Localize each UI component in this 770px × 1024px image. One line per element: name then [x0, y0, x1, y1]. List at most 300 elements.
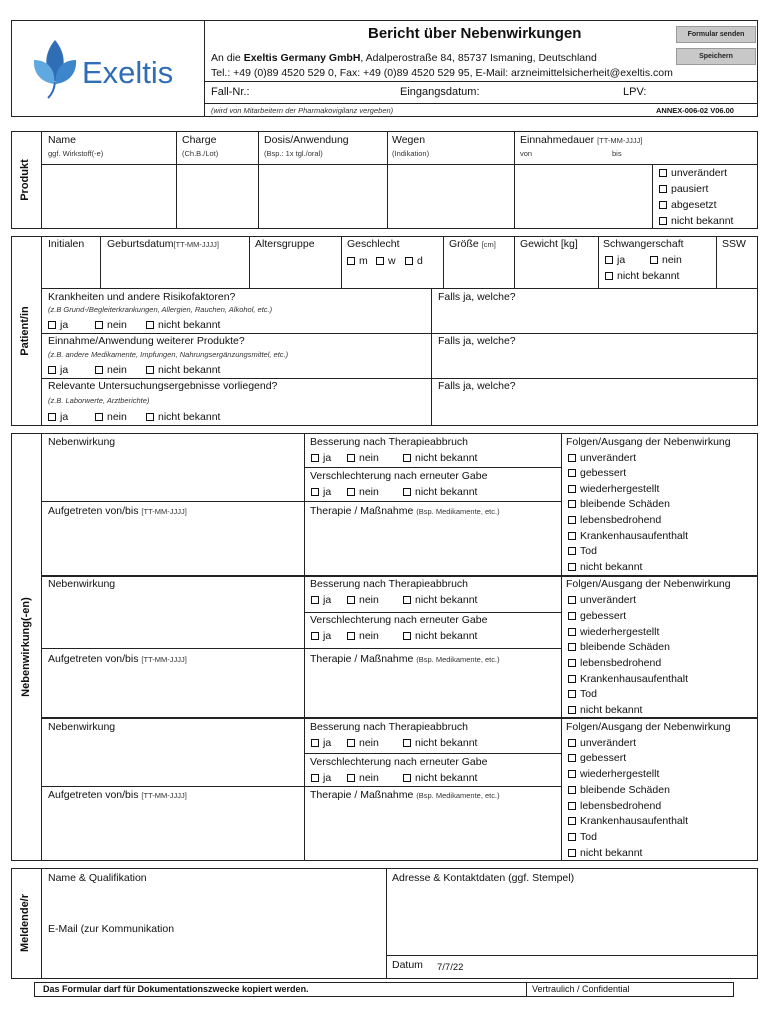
option-label: unverändert	[580, 594, 637, 606]
b3-outcome-0[interactable]	[568, 737, 636, 750]
annex-code: ANNEX-006-02 V06.00	[656, 106, 734, 115]
b3-mid-rule-1	[304, 753, 561, 754]
checkbox-icon	[347, 454, 355, 462]
option-label: nein	[359, 486, 379, 498]
option-label: gebessert	[580, 467, 627, 479]
option-label: nein	[107, 364, 127, 376]
option-label: Krankenhausaufenthalt	[580, 815, 688, 827]
findings-unknown[interactable]	[146, 411, 220, 424]
from-label: von	[520, 149, 533, 158]
checkbox-icon	[605, 256, 613, 264]
b2-worse-no[interactable]	[347, 630, 379, 643]
option-label: lebensbedrohend	[580, 657, 662, 669]
b1-worse-yes[interactable]	[311, 486, 331, 499]
option-label: bleibende Schäden	[580, 498, 670, 510]
checkbox-icon	[568, 770, 576, 778]
b3-worsening-label: Verschlechterung nach erneuter Gabe	[310, 756, 488, 768]
checkbox-icon	[568, 612, 576, 620]
reporter-address-label: Adresse & Kontaktdaten (ggf. Stempel)	[392, 872, 575, 884]
checkbox-icon	[659, 185, 667, 193]
checkbox-icon	[568, 833, 576, 841]
b2-mid-rule-1	[304, 612, 561, 613]
charge-sub: (Ch.B./Lot)	[182, 149, 219, 158]
option-label: ja	[323, 486, 332, 498]
option-label: nicht bekannt	[158, 364, 221, 376]
reporter-col	[386, 868, 387, 979]
checkbox-icon	[568, 706, 576, 714]
patient-row-rule-3	[41, 378, 758, 379]
checkbox-icon	[568, 500, 576, 508]
age-group-label: Altersgruppe	[255, 238, 315, 250]
b1-worsening-label: Verschlechterung nach erneuter Gabe	[310, 470, 488, 482]
b3-outcome-5[interactable]	[568, 815, 688, 828]
risk-which-label: Falls ja, welche?	[438, 291, 516, 303]
option-label: w	[388, 255, 396, 267]
checkbox-icon	[568, 485, 576, 493]
checkbox-icon	[146, 413, 154, 421]
patient-col-7	[716, 236, 717, 288]
checkbox-icon	[568, 454, 576, 462]
adverse-block-rule-1	[41, 575, 758, 577]
b3-left-rule	[41, 786, 304, 787]
intake-duration-format: [TT-MM-JJJJ]	[597, 136, 643, 145]
product-name-sub: ggf. Wirkstoff(-e)	[48, 149, 104, 158]
b3-outcome-2[interactable]	[568, 768, 659, 781]
checkbox-icon	[311, 596, 319, 604]
pregnancy-label: Schwangerschaft	[603, 238, 684, 250]
product-section	[11, 131, 758, 229]
patient-col-2	[249, 236, 250, 288]
b2-therapy-label	[310, 653, 500, 666]
pregnancy-week-label: SSW	[722, 238, 746, 250]
checkbox-icon	[568, 690, 576, 698]
checkbox-icon	[311, 454, 319, 462]
option-label: nicht bekannt	[415, 452, 478, 464]
option-label: lebensbedrohend	[580, 514, 662, 526]
checkbox-icon	[95, 413, 103, 421]
exeltis-logo	[30, 38, 190, 100]
checkbox-icon	[568, 628, 576, 636]
height-unit: [cm]	[481, 240, 496, 249]
checkbox-icon	[568, 563, 576, 571]
charge-label: Charge	[182, 134, 217, 146]
b2-outcome-label: Folgen/Ausgang der Nebenwirkung	[566, 578, 731, 590]
findings-yes[interactable]	[48, 411, 68, 424]
option-label: nicht bekannt	[671, 215, 734, 227]
indication-sub: (Indikation)	[392, 149, 430, 158]
b3-outcome-1[interactable]	[568, 752, 626, 765]
case-number-label: Fall-Nr.:	[211, 86, 250, 98]
option-label: bleibende Schäden	[580, 784, 670, 796]
option-label: nein	[359, 452, 379, 464]
b1-outcome-7[interactable]	[568, 561, 642, 574]
pregnancy-unknown[interactable]	[605, 270, 679, 283]
b1-outcome-1[interactable]	[568, 467, 626, 480]
option-label: nicht bekannt	[580, 704, 643, 716]
checkbox-icon	[568, 786, 576, 794]
option-label: nein	[107, 411, 127, 423]
findings-sub: (z.B. Laborwerte, Arztberichte)	[48, 396, 150, 405]
therapy-text: Therapie / Maßnahme	[310, 653, 414, 665]
risk-factors-sub: (z.B Grund-/Begleiterkrankungen, Allergien, Rauchen, Alkohol, etc.)	[48, 305, 273, 314]
patient-row-rule-2	[41, 333, 758, 334]
product-status-unknown[interactable]	[659, 215, 733, 228]
patient-q-divider	[431, 288, 432, 426]
b1-outcome-4[interactable]	[568, 514, 661, 527]
occurred-text: Aufgetreten von/bis	[48, 653, 139, 665]
checkbox-icon	[48, 321, 56, 329]
adverse-section-label: Nebenwirkung(-en)	[20, 597, 32, 697]
option-label: wiederhergestellt	[580, 768, 660, 780]
product-col-5	[652, 164, 653, 229]
checkbox-icon	[311, 632, 319, 640]
b2-worse-yes[interactable]	[311, 630, 331, 643]
risk-no[interactable]	[95, 319, 127, 332]
reporter-date-rule	[386, 955, 758, 956]
option-label: nein	[662, 254, 682, 266]
b1-outcome-3[interactable]	[568, 498, 670, 511]
b2-occurred-label	[48, 653, 187, 666]
logo-text: Exeltis	[82, 55, 174, 90]
checkbox-icon	[568, 547, 576, 555]
b2-outcome-3[interactable]	[568, 641, 670, 654]
b3-mid-rule-2	[304, 786, 561, 787]
company-name: Exeltis Germany GmbH	[243, 52, 361, 64]
option-label: Tod	[580, 831, 597, 843]
b1-outcome-6[interactable]	[568, 545, 597, 558]
option-label: wiederhergestellt	[580, 626, 660, 638]
option-label: abgesetzt	[671, 199, 717, 211]
birthdate-text: Geburtsdatum	[107, 238, 174, 250]
checkbox-icon	[568, 849, 576, 857]
b1-worse-unknown[interactable]	[403, 486, 477, 499]
b2-improve-no[interactable]	[347, 594, 379, 607]
product-label-divider	[41, 131, 42, 229]
checkbox-icon	[568, 643, 576, 651]
option-label: ja	[323, 737, 332, 749]
option-label: nicht bekannt	[617, 270, 680, 282]
product-col-2	[258, 131, 259, 229]
date-value[interactable]: 7/7/22	[437, 962, 464, 973]
pregnancy-no[interactable]	[650, 254, 682, 267]
reporter-email-label: E-Mail (zur Kommunikation	[48, 923, 175, 935]
option-label: nicht bekannt	[415, 486, 478, 498]
option-label: lebensbedrohend	[580, 800, 662, 812]
b3-improve-yes[interactable]	[311, 737, 331, 750]
checkbox-icon	[347, 596, 355, 604]
form-title: Bericht über Nebenwirkungen	[368, 25, 582, 42]
therapy-sub: (Bsp. Medikamente, etc.)	[416, 655, 500, 664]
receipt-date-label: Eingangsdatum:	[400, 86, 480, 98]
b3-occurred-label	[48, 789, 187, 802]
checkbox-icon	[568, 754, 576, 762]
option-label: ja	[323, 772, 332, 784]
product-name-label: Name	[48, 134, 77, 146]
products-no[interactable]	[95, 364, 127, 377]
product-status-unchanged[interactable]	[659, 167, 727, 180]
checkbox-icon	[403, 739, 411, 747]
checkbox-icon	[650, 256, 658, 264]
sex-option-d[interactable]	[405, 255, 423, 268]
b2-outcome-5[interactable]	[568, 673, 688, 686]
b3-outcome-7[interactable]	[568, 847, 642, 860]
b3-outcome-label: Folgen/Ausgang der Nebenwirkung	[566, 721, 731, 733]
findings-no[interactable]	[95, 411, 127, 424]
b2-reaction-label: Nebenwirkung	[48, 578, 116, 590]
b2-improve-unknown[interactable]	[403, 594, 477, 607]
option-label: nicht bekannt	[580, 561, 643, 573]
therapy-sub: (Bsp. Medikamente, etc.)	[416, 507, 500, 516]
checkbox-icon	[403, 596, 411, 604]
therapy-text: Therapie / Maßnahme	[310, 505, 414, 517]
checkbox-icon	[568, 532, 576, 540]
checkbox-icon	[146, 366, 154, 374]
b1-outcome-0[interactable]	[568, 452, 636, 465]
product-col-1	[176, 131, 177, 229]
b2-improvement-label: Besserung nach Therapieabbruch	[310, 578, 468, 590]
checkbox-icon	[347, 739, 355, 747]
checkbox-icon	[347, 257, 355, 265]
option-label: nein	[359, 737, 379, 749]
patient-col-5	[514, 236, 515, 288]
option-label: Krankenhausaufenthalt	[580, 673, 688, 685]
option-label: gebessert	[580, 752, 627, 764]
option-label: gebessert	[580, 610, 627, 622]
risk-unknown[interactable]	[146, 319, 220, 332]
products-yes[interactable]	[48, 364, 68, 377]
b1-improve-no[interactable]	[347, 452, 379, 465]
occurred-format: [TT-MM-JJJJ]	[141, 507, 187, 516]
b2-outcome-1[interactable]	[568, 610, 626, 623]
b3-worse-yes[interactable]	[311, 772, 331, 785]
dosage-sub: (Bsp.: 1x tgl./oral)	[264, 149, 323, 158]
checkbox-icon	[568, 469, 576, 477]
b2-worsening-label: Verschlechterung nach erneuter Gabe	[310, 614, 488, 626]
checkbox-icon	[405, 257, 413, 265]
height-text: Größe	[449, 238, 479, 250]
b3-outcome-4[interactable]	[568, 800, 661, 813]
option-label: ja	[60, 319, 69, 331]
footer-confidential: Vertraulich / Confidential	[532, 984, 630, 994]
b1-worse-no[interactable]	[347, 486, 379, 499]
occurred-format: [TT-MM-JJJJ]	[141, 791, 187, 800]
checkbox-icon	[48, 413, 56, 421]
checkbox-icon	[347, 774, 355, 782]
checkbox-icon	[311, 774, 319, 782]
send-form-button[interactable]: Formular senden	[676, 26, 756, 43]
option-label: nicht bekannt	[580, 847, 643, 859]
option-label: nicht bekannt	[158, 319, 221, 331]
b1-reaction-label: Nebenwirkung	[48, 436, 116, 448]
therapy-text: Therapie / Maßnahme	[310, 789, 414, 801]
b1-mid-rule-2	[304, 501, 561, 502]
b1-outcome-5[interactable]	[568, 530, 688, 543]
checkbox-icon	[403, 774, 411, 782]
findings-which-label: Falls ja, welche?	[438, 380, 516, 392]
birthdate-format: [TT-MM-JJJJ]	[173, 240, 219, 249]
option-label: ja	[323, 594, 332, 606]
reporter-label-divider	[41, 868, 42, 979]
findings-question: Relevante Untersuchungsergebnisse vorliegend?	[48, 380, 278, 392]
option-label: unverändert	[580, 737, 637, 749]
checkbox-icon	[568, 659, 576, 667]
option-label: nicht bekannt	[415, 594, 478, 606]
patient-label-divider	[41, 236, 42, 426]
checkbox-icon	[95, 366, 103, 374]
b3-therapy-label	[310, 789, 500, 802]
option-label: nein	[359, 594, 379, 606]
b1-outcome-label: Folgen/Ausgang der Nebenwirkung	[566, 436, 731, 448]
b3-worse-unknown[interactable]	[403, 772, 477, 785]
logo-leaf-icon	[30, 38, 80, 100]
checkbox-icon	[347, 632, 355, 640]
sex-label: Geschlecht	[347, 238, 400, 250]
weight-label: Gewicht [kg]	[520, 238, 578, 250]
intake-duration-text: Einnahmedauer	[520, 134, 595, 146]
initials-label: Initialen	[48, 238, 85, 250]
b2-outcome-4[interactable]	[568, 657, 661, 670]
patient-col-4	[443, 236, 444, 288]
patient-col-1	[100, 236, 101, 288]
checkbox-icon	[48, 366, 56, 374]
adverse-block-rule-2	[41, 717, 758, 719]
option-label: nein	[107, 319, 127, 331]
height-label	[449, 238, 496, 251]
option-label: nicht bekannt	[415, 772, 478, 784]
reporter-name-label: Name & Qualifikation	[48, 872, 147, 884]
b1-outcome-2[interactable]	[568, 483, 659, 496]
checkbox-icon	[568, 817, 576, 825]
b1-mid-rule-1	[304, 467, 561, 468]
b3-outcome-6[interactable]	[568, 831, 597, 844]
checkbox-icon	[568, 675, 576, 683]
checkbox-icon	[659, 201, 667, 209]
b1-improve-yes[interactable]	[311, 452, 331, 465]
option-label: bleibende Schäden	[580, 641, 670, 653]
products-unknown[interactable]	[146, 364, 220, 377]
occurred-text: Aufgetreten von/bis	[48, 505, 139, 517]
option-label: ja	[323, 630, 332, 642]
checkbox-icon	[376, 257, 384, 265]
dosage-label: Dosis/Anwendung	[264, 134, 349, 146]
option-label: ja	[60, 411, 69, 423]
b3-improve-no[interactable]	[347, 737, 379, 750]
option-label: wiederhergestellt	[580, 483, 660, 495]
product-section-label: Produkt	[19, 159, 31, 201]
checkbox-icon	[95, 321, 103, 329]
option-label: Tod	[580, 688, 597, 700]
adverse-label-divider	[41, 433, 42, 861]
option-label: nein	[359, 772, 379, 784]
checkbox-icon	[403, 632, 411, 640]
checkbox-icon	[311, 739, 319, 747]
b1-improvement-label: Besserung nach Therapieabbruch	[310, 436, 468, 448]
option-label: nicht bekannt	[158, 411, 221, 423]
checkbox-icon	[403, 454, 411, 462]
option-label: nein	[359, 630, 379, 642]
save-button[interactable]: Speichern	[676, 48, 756, 65]
option-label: Tod	[580, 545, 597, 557]
checkbox-icon	[568, 516, 576, 524]
reporter-section-label: Meldende/r	[19, 893, 31, 953]
product-col-3	[387, 131, 388, 229]
products-which-label: Falls ja, welche?	[438, 335, 516, 347]
checkbox-icon	[659, 217, 667, 225]
b2-outcome-0[interactable]	[568, 594, 636, 607]
b3-outcome-3[interactable]	[568, 784, 670, 797]
address-rest: , Adalperostraße 84, 85737 Ismaning, Deutschland	[360, 52, 597, 64]
b2-improve-yes[interactable]	[311, 594, 331, 607]
pv-note: (wird von Mitarbeitern der Pharmakovigilanz vergeben)	[211, 106, 394, 115]
option-label: Krankenhausaufenthalt	[580, 530, 688, 542]
footer-divider	[526, 982, 527, 997]
other-products-sub: (z.B. andere Medikamente, Impfungen, Nahrungsergänzungsmittel, etc.)	[48, 350, 289, 359]
option-label: ja	[60, 364, 69, 376]
b1-therapy-label	[310, 505, 500, 518]
patient-col-3	[341, 236, 342, 288]
checkbox-icon	[568, 802, 576, 810]
to-label: bis	[612, 149, 622, 158]
option-label: m	[359, 255, 368, 267]
product-status-paused[interactable]	[659, 183, 708, 196]
patient-row-rule-1	[41, 288, 758, 289]
b2-outcome-7[interactable]	[568, 704, 642, 717]
occurred-format: [TT-MM-JJJJ]	[141, 655, 187, 664]
b2-outcome-2[interactable]	[568, 626, 659, 639]
birthdate-label	[107, 238, 219, 251]
option-label: unverändert	[671, 167, 728, 179]
risk-yes[interactable]	[48, 319, 68, 332]
intake-duration-label	[520, 134, 642, 147]
patient-col-6	[598, 236, 599, 288]
checkbox-icon	[605, 272, 613, 280]
sex-option-m[interactable]	[347, 255, 368, 268]
b2-outcome-6[interactable]	[568, 688, 597, 701]
option-label: unverändert	[580, 452, 637, 464]
option-label: nicht bekannt	[415, 630, 478, 642]
therapy-sub: (Bsp. Medikamente, etc.)	[416, 791, 500, 800]
b1-left-rule	[41, 501, 304, 502]
lpv-label: LPV:	[623, 86, 647, 98]
checkbox-icon	[568, 739, 576, 747]
checkbox-icon	[311, 488, 319, 496]
occurred-text: Aufgetreten von/bis	[48, 789, 139, 801]
b3-worse-no[interactable]	[347, 772, 379, 785]
b2-mid-rule-2	[304, 648, 561, 649]
product-status-discontinued[interactable]	[659, 199, 717, 212]
b3-improve-unknown[interactable]	[403, 737, 477, 750]
b2-left-rule	[41, 648, 304, 649]
option-label: ja	[323, 452, 332, 464]
b2-worse-unknown[interactable]	[403, 630, 477, 643]
date-label: Datum	[392, 959, 423, 971]
checkbox-icon	[659, 169, 667, 177]
address-prefix: An die	[211, 52, 244, 64]
checkbox-icon	[403, 488, 411, 496]
option-label: ja	[617, 254, 626, 266]
product-header-rule	[41, 164, 758, 165]
sex-option-w[interactable]	[376, 255, 396, 268]
checkbox-icon	[568, 596, 576, 604]
option-label: d	[417, 255, 423, 267]
patient-section-label: Patient/in	[19, 306, 31, 356]
b1-improve-unknown[interactable]	[403, 452, 477, 465]
header-rule-1	[204, 81, 758, 82]
pregnancy-yes[interactable]	[605, 254, 625, 267]
footer-copy-note: Das Formular darf für Dokumentationszwecke kopiert werden.	[43, 984, 309, 994]
b3-improvement-label: Besserung nach Therapieabbruch	[310, 721, 468, 733]
indication-label: Wegen	[392, 134, 426, 146]
